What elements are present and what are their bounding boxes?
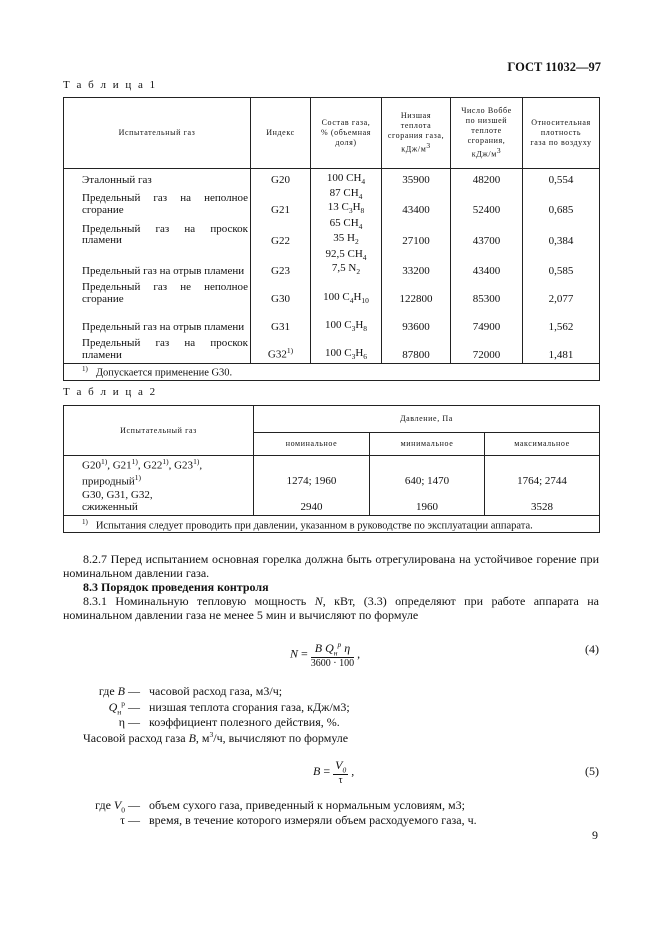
- t1-composition: 100 $CH_4$: [311, 169, 382, 189]
- paragraph-hourly-flow: Часовой расход газа B, $м^3/ч$, вычисляют по формуле: [83, 730, 349, 745]
- t1-gas: [64, 335, 251, 364]
- t1-index: G31: [251, 307, 311, 335]
- standard-code: ГОСТ 11032—97: [507, 60, 601, 74]
- t1-density: 0,554: [523, 169, 600, 189]
- t2-header-nominal: номинальное: [254, 433, 370, 456]
- t1-composition: 92,5 $CH_4$ 7,5 $N_2$: [311, 249, 382, 279]
- table-row: [64, 279, 600, 307]
- t1-gas-text: Предельный газ не неполное сгорание: [82, 281, 248, 305]
- t1-footnote: $^{1)}$ Допускается применение G30.: [64, 364, 600, 381]
- section-heading-8-3: 8.3 Порядок проведения контроля: [83, 580, 269, 594]
- t1-composition: 100 $C_4H_{10}$: [311, 279, 382, 307]
- table1: [63, 97, 600, 381]
- t1-gas-text: Предельный газ на проскок пламени: [82, 222, 248, 247]
- t1-wobbe: 74900: [451, 307, 523, 335]
- t1-index: G32$^{1)}$: [251, 335, 311, 364]
- t2-gas: G20$^{1)}$, G21$^{1)}$, G22$^{1)}$, G23$^{1)}$, природный$^{1)}$: [64, 456, 254, 490]
- t2-footnote: $^{1)}$ Испытания следует проводить при давлении, указанном в руководстве по эксплуатации аппарата.: [64, 516, 600, 533]
- t1-header-wobbe: Число Воббе по низшей теплоте сгорания, кДж/$м^3$: [451, 98, 523, 169]
- t2-header-minimal: минимальное: [370, 433, 485, 456]
- t1-composition: 100 $C_3H_8$: [311, 307, 382, 335]
- t1-heat: 87800: [382, 335, 451, 364]
- t1-wobbe: 85300: [451, 279, 523, 307]
- page-number: 9: [592, 828, 598, 842]
- table-row: [64, 307, 600, 335]
- t1-density: 1,562: [523, 307, 600, 335]
- t1-gas: [64, 218, 251, 248]
- t2-minimal: 1960: [370, 489, 485, 516]
- t1-gas-text: Предельный газ на неполное сгорание: [82, 192, 248, 216]
- paragraph-8-3-1: 8.3.1 Номинальную тепловую мощность N, кВт, (3.3) определяют при работе аппарата на номинальном давлении газа не менее 5 мин и вычисляют по формуле: [63, 594, 599, 622]
- t1-gas-text: Предельный газ на отрыв пламени: [82, 264, 245, 277]
- where1-desc: низшая теплота сгорания газа, кДж/м3;: [149, 700, 350, 714]
- t1-heat: 43400: [382, 188, 451, 218]
- t1-index: G23: [251, 249, 311, 279]
- t1-heat: 27100: [382, 218, 451, 248]
- where2-desc: объем сухого газа, приведенный к нормальным условиям, м3;: [149, 798, 465, 812]
- t1-density: 2,077: [523, 279, 600, 307]
- t1-wobbe: 48200: [451, 169, 523, 189]
- t1-header-composition: Состав газа, % (объемная доля): [311, 98, 382, 169]
- t2-nominal: 1274; 1960: [254, 456, 370, 490]
- t1-gas: [64, 279, 251, 307]
- t1-wobbe: 43400: [451, 249, 523, 279]
- t1-wobbe: 72000: [451, 335, 523, 364]
- where2-desc: время, в течение которого измеряли объем расходуемого газа, ч.: [149, 813, 477, 827]
- t1-density: 0,384: [523, 218, 600, 248]
- where-list-1: где B — часовой расход газа, м3/ч; $Q_н^р$ — низшая теплота сгорания газа, кДж/м3; η — коэффициент полезного действия, %.: [98, 684, 350, 729]
- table2-caption: Т а б л и ц а 2: [63, 386, 158, 398]
- where1-desc: коэффициент полезного действия, %.: [149, 715, 340, 729]
- table-row: [64, 489, 600, 516]
- t1-header-gas: Испытательный газ: [64, 98, 251, 169]
- t2-gas: G30, G31, G32, сжиженный: [64, 489, 254, 516]
- t1-density: 0,585: [523, 249, 600, 279]
- t1-index: G20: [251, 169, 311, 189]
- t2-header-maximal: максимальное: [485, 433, 600, 456]
- t2-maximal: 1764; 2744: [485, 456, 600, 490]
- t2-header-pressure: Давление, Па: [254, 406, 600, 433]
- table-row: [64, 218, 600, 248]
- t2-header-gas: Испытательный газ: [64, 406, 254, 456]
- t1-gas-text: Предельный газ на проскок пламени: [82, 337, 248, 361]
- formula-5-number-text: 5: [589, 764, 595, 778]
- t2-footnote-text: Испытания следует проводить при давлении, указанном в руководстве по эксплуатации аппарата.: [95, 520, 533, 532]
- formula-5-number: (5): [585, 764, 599, 778]
- table-row: [64, 249, 600, 279]
- t1-heat: 93600: [382, 307, 451, 335]
- t1-wobbe: 52400: [451, 188, 523, 218]
- t1-heat: 122800: [382, 279, 451, 307]
- t1-gas: [64, 188, 251, 218]
- table2: [63, 405, 600, 533]
- formula-4-number: (4): [585, 642, 599, 656]
- t1-composition: 65 $CH_4$ 35 $H_2$: [311, 218, 382, 248]
- formula-5: B = $\frac{V_0}{\tau}$ ,: [313, 758, 355, 787]
- t1-header-index: Индекс: [251, 98, 311, 169]
- table-row: [64, 169, 600, 189]
- t1-heat: 35900: [382, 169, 451, 189]
- t1-index: G21: [251, 188, 311, 218]
- t1-header-heat: Низшая теплота сгорания газа, кДж/$м^3$: [382, 98, 451, 169]
- formula-4-number-text: 4: [589, 642, 595, 656]
- t1-density: 1,481: [523, 335, 600, 364]
- t1-density: 0,685: [523, 188, 600, 218]
- t1-composition: 87 $CH_4$ 13 $C_3H_8$: [311, 188, 382, 218]
- t2-nominal: 2940: [254, 489, 370, 516]
- table-row: [64, 456, 600, 490]
- t1-gas: Предельный газ на отрыв пламени: [64, 307, 251, 335]
- t2-minimal: 640; 1470: [370, 456, 485, 490]
- t2-maximal: 3528: [485, 489, 600, 516]
- t1-index: G22: [251, 218, 311, 248]
- formula-4: N = $\frac{B Q_н^р \eta}{3600 \cdot 100}$ ,: [290, 640, 361, 670]
- t1-wobbe: 43700: [451, 218, 523, 248]
- t1-heat: 33200: [382, 249, 451, 279]
- t1-gas: [64, 249, 251, 279]
- paragraph-8-2-7: 8.2.7 Перед испытанием основная горелка должна быть отрегулирована на устойчивое горение при номинальном давлении газа.: [63, 552, 599, 580]
- t1-index: G30: [251, 279, 311, 307]
- where-list-2: где $V_0$ — объем сухого газа, приведенный к нормальным условиям, м3; τ — время, в течение которого измеряли объем расходуемого газа, ч.: [95, 798, 477, 827]
- where1-desc: часовой расход газа, м3/ч;: [149, 684, 283, 698]
- table-row: [64, 335, 600, 364]
- table-row: [64, 188, 600, 218]
- table1-caption: Т а б л и ц а 1: [63, 79, 158, 91]
- t1-footnote-text: Допускается применение G30.: [95, 367, 233, 379]
- t1-gas: Эталонный газ: [64, 169, 251, 189]
- t1-header-density: Относительная плотность газа по воздуху: [523, 98, 600, 169]
- t1-composition: 100 $C_3H_6$: [311, 335, 382, 364]
- t1-index-text: G32: [267, 349, 287, 362]
